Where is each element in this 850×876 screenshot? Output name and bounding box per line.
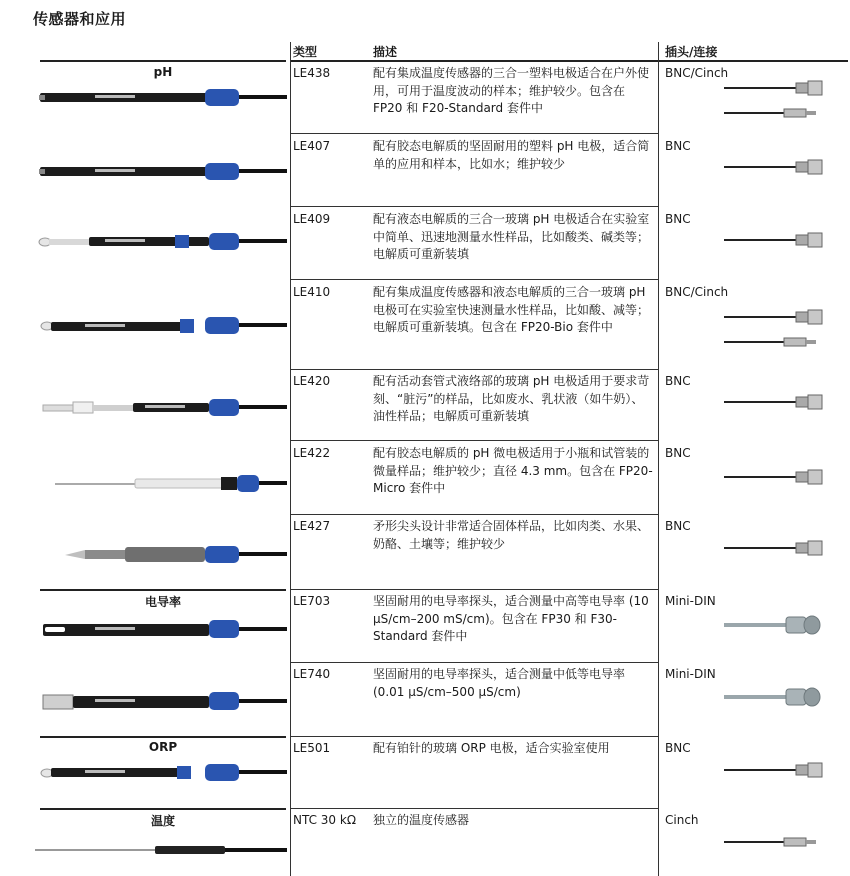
row-type: LE438 xyxy=(293,66,331,80)
row-divider xyxy=(290,514,658,515)
row-type: LE501 xyxy=(293,741,331,755)
row-description: 配有铂针的玻璃 ORP 电极，适合实验室使用 xyxy=(373,741,610,755)
probe-le420-image xyxy=(35,388,287,428)
row-connector: Mini-DIN xyxy=(665,594,716,608)
row-type: LE703 xyxy=(293,594,331,608)
probe-le703-image xyxy=(35,610,287,650)
row-type: LE409 xyxy=(293,212,331,226)
probe-le407-image xyxy=(35,152,287,192)
row-divider xyxy=(290,736,658,737)
probe-le427-image xyxy=(35,535,287,575)
row-connector: BNC xyxy=(665,741,691,755)
row-connector: BNC/Cinch xyxy=(665,66,729,80)
group-rule-temperature xyxy=(40,808,286,810)
row-connector: Mini-DIN xyxy=(665,667,716,681)
row-divider xyxy=(290,279,658,280)
bnc-cable-icon xyxy=(724,145,824,195)
row-type: LE740 xyxy=(293,667,331,681)
group-rule-orp xyxy=(40,736,286,738)
cinch-cable-icon xyxy=(724,820,824,870)
row-divider xyxy=(290,662,658,663)
row-type: LE422 xyxy=(293,446,331,460)
row-divider xyxy=(290,369,658,370)
row-divider xyxy=(290,206,658,207)
group-label-temperature: 温度 xyxy=(150,814,175,828)
header-rule xyxy=(290,60,848,62)
bnc-cinch-cable-icon xyxy=(724,305,824,355)
column-divider xyxy=(290,42,291,876)
row-divider xyxy=(290,589,658,590)
row-type: NTC 30 kΩ xyxy=(293,813,356,827)
probe-le410-image xyxy=(35,306,287,346)
mini-din-cable-icon xyxy=(724,675,824,725)
group-label-ph: pH xyxy=(153,65,173,79)
row-description: 配有胶态电解质的 pH 微电极适用于小瓶和试管装的微量样品；维护较少；直径 4.3 mm。包含在 FP20-Micro 套件中 xyxy=(373,446,653,495)
bnc-cable-icon xyxy=(724,218,824,268)
row-description: 坚固耐用的电导率探头，适合测量中高等电导率 (10 µS/cm–200 mS/cm)。包含在 FP30 和 F30-Standard 套件中 xyxy=(373,594,649,643)
row-connector: BNC xyxy=(665,446,691,460)
header-type: 类型 xyxy=(293,45,318,59)
row-divider xyxy=(290,440,658,441)
group-label-orp: ORP xyxy=(148,740,178,754)
row-type: LE410 xyxy=(293,285,331,299)
row-connector: BNC xyxy=(665,212,691,226)
group-rule-ph xyxy=(40,60,286,62)
header-description: 描述 xyxy=(373,45,398,59)
row-description: 独立的温度传感器 xyxy=(373,813,470,827)
row-connector: BNC xyxy=(665,139,691,153)
row-description: 配有胶态电解质的坚固耐用的塑料 pH 电极，适合简单的应用和样本，比如水；维护较少 xyxy=(373,139,650,171)
group-rule-conductivity xyxy=(40,589,286,591)
row-description: 配有活动套管式液络部的玻璃 pH 电极适用于要求苛刻、“脏污”的样品，比如废水、乳状液（如牛奶）、油性样品；电解质可重新装填 xyxy=(373,374,650,423)
page-title: 传感器和应用 xyxy=(33,10,127,28)
probe-le501-image xyxy=(35,753,287,793)
probe-le740-image xyxy=(35,682,287,722)
header-connector: 插头/连接 xyxy=(665,45,718,59)
row-description: 矛形尖头设计非常适合固体样品，比如肉类、水果、奶酪、土壤等；维护较少 xyxy=(373,519,650,551)
probe-le422-image xyxy=(35,464,287,504)
bnc-cable-icon xyxy=(724,526,824,576)
bnc-cinch-cable-icon xyxy=(724,76,824,126)
row-description: 配有集成温度传感器的三合一塑料电极适合在户外使用，可用于温度波动的样本；维护较少。包含在 FP20 和 F20-Standard 套件中 xyxy=(373,66,650,115)
row-description: 配有液态电解质的三合一玻璃 pH 电极适合在实验室中简单、迅速地测量水性样品，比如酸类、碱类等；电解质可重新装填 xyxy=(373,212,650,261)
row-connector: BNC xyxy=(665,374,691,388)
row-connector: BNC/Cinch xyxy=(665,285,729,299)
row-type: LE407 xyxy=(293,139,331,153)
row-type: LE420 xyxy=(293,374,331,388)
row-type: LE427 xyxy=(293,519,331,533)
row-divider xyxy=(290,808,658,809)
row-description: 坚固耐用的电导率探头，适合测量中低等电导率 (0.01 µS/cm–500 µS/cm) xyxy=(373,667,626,699)
bnc-cable-icon xyxy=(724,748,824,798)
group-label-conductivity: 电导率 xyxy=(144,595,181,609)
row-connector: BNC xyxy=(665,519,691,533)
row-divider xyxy=(290,133,658,134)
mini-din-cable-icon xyxy=(724,603,824,653)
row-description: 配有集成温度传感器和液态电解质的三合一玻璃 pH 电极可在实验室快速测量水性样品，比如酸、减等；电解质可重新装填。包含在 FP20-Bio 套件中 xyxy=(373,285,650,334)
bnc-cable-icon xyxy=(724,380,824,430)
probe-le409-image xyxy=(35,222,287,262)
probe-ntc-temperature-image xyxy=(35,830,287,870)
row-connector: Cinch xyxy=(665,813,699,827)
column-divider xyxy=(658,42,659,876)
probe-le438-image xyxy=(35,78,287,118)
bnc-cable-icon xyxy=(724,455,824,505)
